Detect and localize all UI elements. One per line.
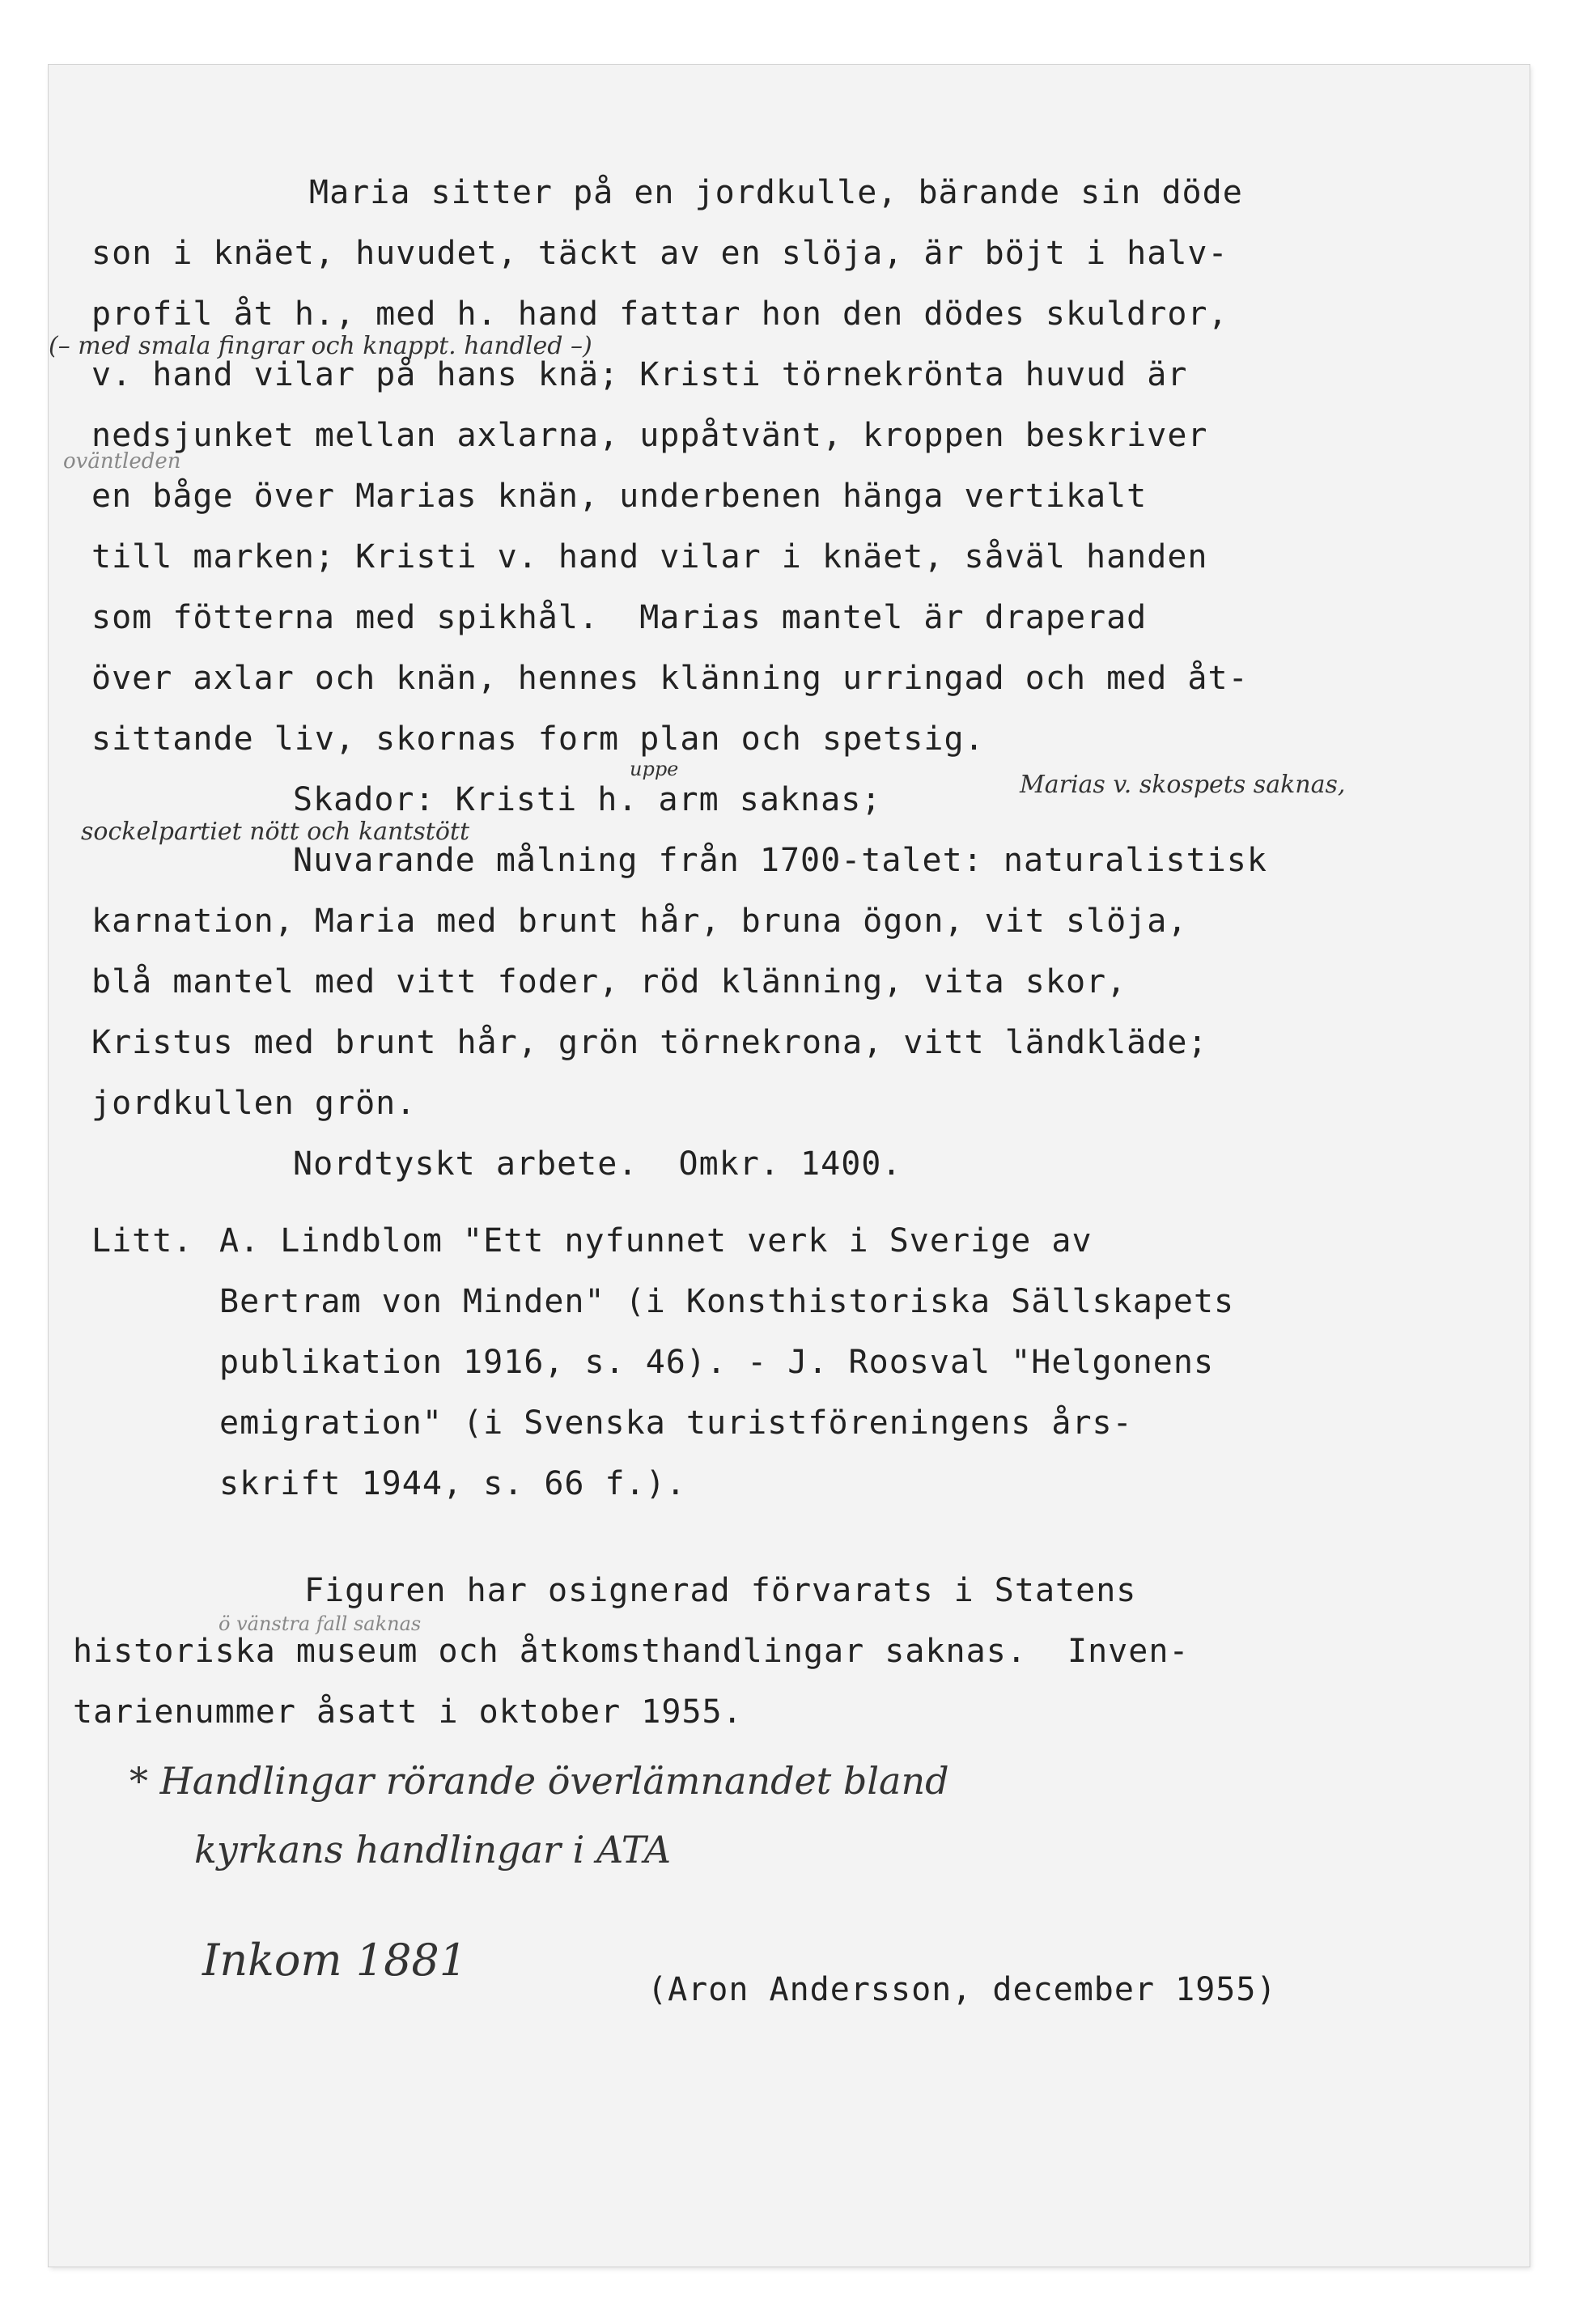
document-page [49,65,1530,2267]
annotation-asterisk-note-1: * Handlingar rörande överlämnandet bland [129,1759,949,1803]
annotation-sockel: sockelpartiet nött och kantstött [81,818,470,846]
annotation-inkom: Inkom 1881 [202,1935,468,1986]
literature-label: Litt. [91,1222,193,1260]
literature-line-5: skrift 1944, s. 66 f.). [219,1465,686,1502]
annotation-fingers: (– med smala fingrar och knappt. handled –) [49,332,592,360]
literature-line-3: publikation 1916, s. 46). - J. Roosval "Helgonens [219,1344,1215,1381]
body-line-1: Maria sitter på en jordkulle, bärande sin döde [309,174,1243,211]
paint-line-5: jordkullen grön. [91,1085,417,1122]
annotation-skador-addition: Marias v. skospets saknas, [1020,771,1346,799]
annotation-margin: oväntleden [63,449,181,474]
annotation-inskrift: ö vänstra fall saknas [219,1612,422,1635]
provenance-line-3: tarienummer åsatt i oktober 1955. [73,1693,743,1731]
literature-line-1: A. Lindblom "Ett nyfunnet verk i Sverige av [219,1222,1093,1260]
annotation-arm: uppe [630,758,679,780]
body-line-8: som fötterna med spikhål. Marias mantel är draperad [91,599,1148,636]
body-line-9: över axlar och knän, hennes klänning urringad och med åt- [91,660,1249,697]
body-line-3: profil åt h., med h. hand fattar hon den dödes skuldror, [91,295,1228,333]
damage-line: Skador: Kristi h. arm saknas; [293,781,882,818]
literature-line-4: emigration" (i Svenska turistföreningens års- [219,1404,1133,1442]
origin-line: Nordtyskt arbete. Omkr. 1400. [293,1145,902,1183]
body-line-10: sittande liv, skornas form plan och spetsig. [91,720,985,758]
paint-line-2: karnation, Maria med brunt hår, bruna ögon, vit slöja, [91,903,1188,940]
body-line-5: nedsjunket mellan axlarna, uppåtvänt, kroppen beskriver [91,417,1208,454]
paint-line-4: Kristus med brunt hår, grön törnekrona, vitt ländkläde; [91,1024,1208,1061]
literature-line-2: Bertram von Minden" (i Konsthistoriska Sällskapets [219,1283,1235,1320]
provenance-line-2: historiska museum och åtkomsthandlingar saknas. Inven- [73,1633,1190,1670]
annotation-asterisk-note-2: kyrkans handlingar i ATA [194,1828,672,1872]
body-line-6: en båge över Marias knän, underbenen hänga vertikalt [91,478,1148,515]
body-line-2: son i knäet, huvudet, täckt av en slöja, är böjt i halv- [91,235,1228,272]
body-line-7: till marken; Kristi v. hand vilar i knäet, såväl handen [91,538,1208,576]
paint-line-1: Nuvarande målning från 1700-talet: naturalistisk [293,842,1267,879]
body-line-4: v. hand vilar på hans knä; Kristi törnekrönta huvud är [91,356,1188,393]
provenance-line-1: Figuren har osignerad förvarats i Statens [304,1572,1137,1609]
paint-line-3: blå mantel med vitt foder, röd klänning, vita skor, [91,963,1127,1001]
author-signature: (Aron Andersson, december 1955) [647,1971,1277,2008]
